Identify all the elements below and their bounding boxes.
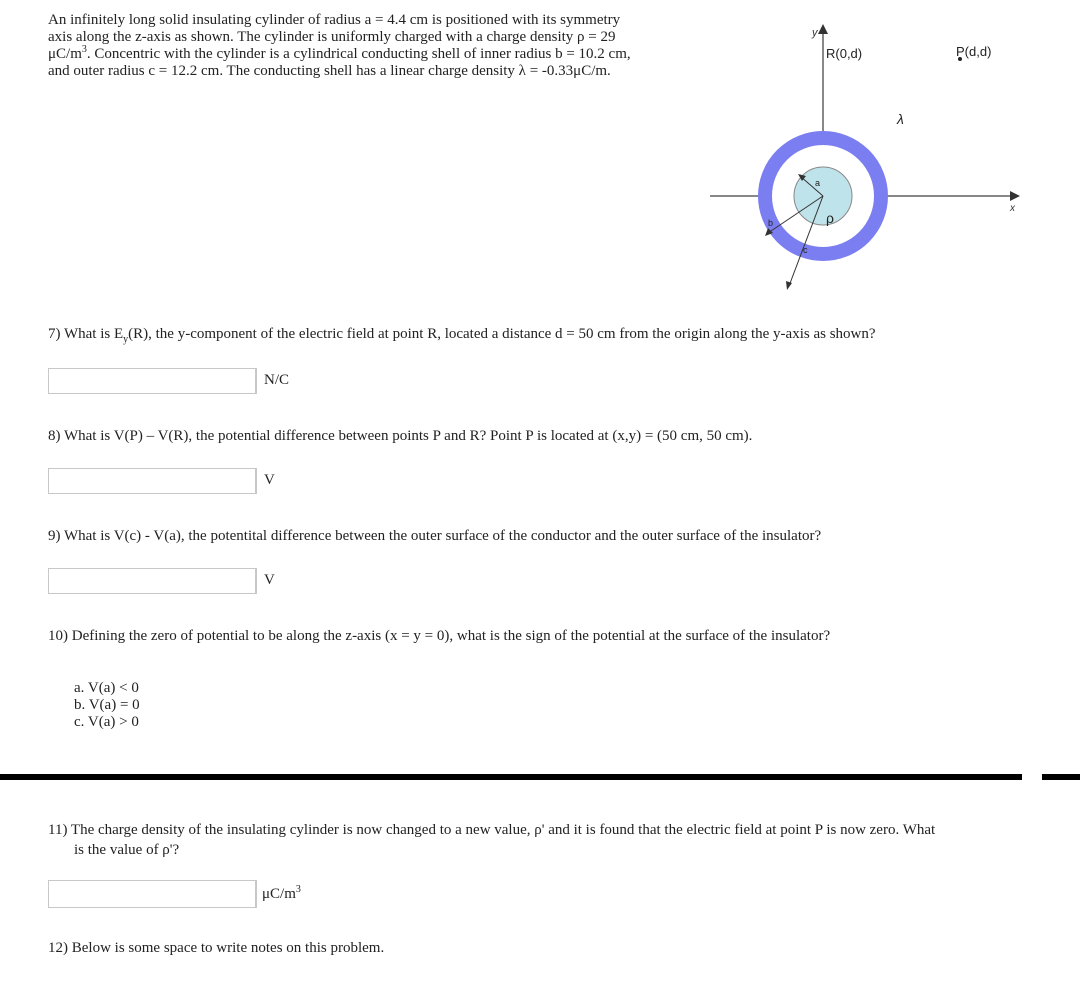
intro-line-3 (48, 46, 698, 63)
q10-choice-c[interactable]: c. V(a) > 0 (74, 714, 139, 730)
q7-text-pre: 7) What is E (48, 326, 124, 342)
q11-answer-input[interactable] (48, 880, 256, 908)
q9-unit: V (264, 572, 275, 588)
question-7 (48, 326, 876, 343)
section-divider (0, 774, 1022, 780)
question-9: 9) What is V(c) - V(a), the potentital difference between the outer surface of the conductor and the outer surface of the insulator? (48, 528, 822, 544)
intro-unit-exp: 3 (81, 44, 87, 55)
q11-unit (262, 886, 301, 903)
q7-subscript: y (123, 334, 129, 345)
q8-unit: V (264, 472, 275, 488)
q7-text-post: (R), the y-component of the electric field at point R, located a distance d = 50 cm from the origin along the y-axis as shown? (128, 326, 876, 342)
label-c: c (803, 245, 808, 255)
q9-answer-input[interactable] (48, 568, 256, 594)
label-a: a (815, 178, 821, 188)
intro-line-1: An infinitely long solid insulating cylinder of radius a = 4.4 cm is positioned with its symmetry (48, 12, 621, 28)
cylinder-diagram (690, 10, 1050, 310)
intro-line-2: axis along the z-axis as shown. The cylinder is uniformly charged with a charge density ρ = 29 (48, 29, 616, 45)
question-8: 8) What is V(P) – V(R), the potential difference between points P and R? Point P is located at (x,y) = (50 cm, 50 cm). (48, 428, 753, 444)
section-divider-right (1042, 774, 1080, 780)
label-R: R(0,d) (826, 46, 863, 61)
q7-unit: N/C (264, 372, 290, 388)
q10-choice-b[interactable]: b. V(a) = 0 (74, 697, 140, 713)
q11-unit-base: μC/m (262, 886, 296, 902)
q7-answer-input[interactable] (48, 368, 256, 394)
label-P: P(d,d) (956, 44, 992, 59)
q11-unit-divider (256, 880, 257, 908)
label-b: b (768, 218, 774, 228)
q10-choice-a[interactable]: a. V(a) < 0 (74, 680, 139, 696)
q11-unit-exp: 3 (295, 884, 301, 895)
problem-intro (48, 12, 698, 80)
q9-unit-divider (256, 568, 257, 594)
label-y: y (812, 27, 818, 39)
question-10: 10) Defining the zero of potential to be along the z-axis (x = y = 0), what is the sign of the potential at the surface of the insulator? (48, 628, 831, 644)
intro-line-3-rest: . Concentric with the cylinder is a cylindrical conducting shell of inner radius b = 10.2 cm, (86, 46, 631, 62)
q8-answer-input[interactable] (48, 468, 256, 494)
intro-line-4: and outer radius c = 12.2 cm. The conducting shell has a linear charge density λ = -0.33μC/m. (48, 63, 611, 79)
question-11-line-1: 11) The charge density of the insulating cylinder is now changed to a new value, ρ' and it is found that the electric field at point P is now zero. What (48, 822, 936, 838)
radius-c-arrow-icon (786, 281, 792, 290)
q7-unit-divider (256, 368, 257, 394)
question-11-line-2: is the value of ρ'? (74, 842, 180, 858)
x-axis-arrow-icon (1010, 191, 1020, 201)
label-lambda: λ (897, 111, 904, 127)
label-x: x (1010, 203, 1015, 214)
label-rho: ρ (826, 210, 834, 226)
y-axis-arrow-icon (818, 24, 828, 34)
intro-unit: μC/m (48, 46, 82, 62)
question-12: 12) Below is some space to write notes on this problem. (48, 940, 385, 956)
q8-unit-divider (256, 468, 257, 494)
